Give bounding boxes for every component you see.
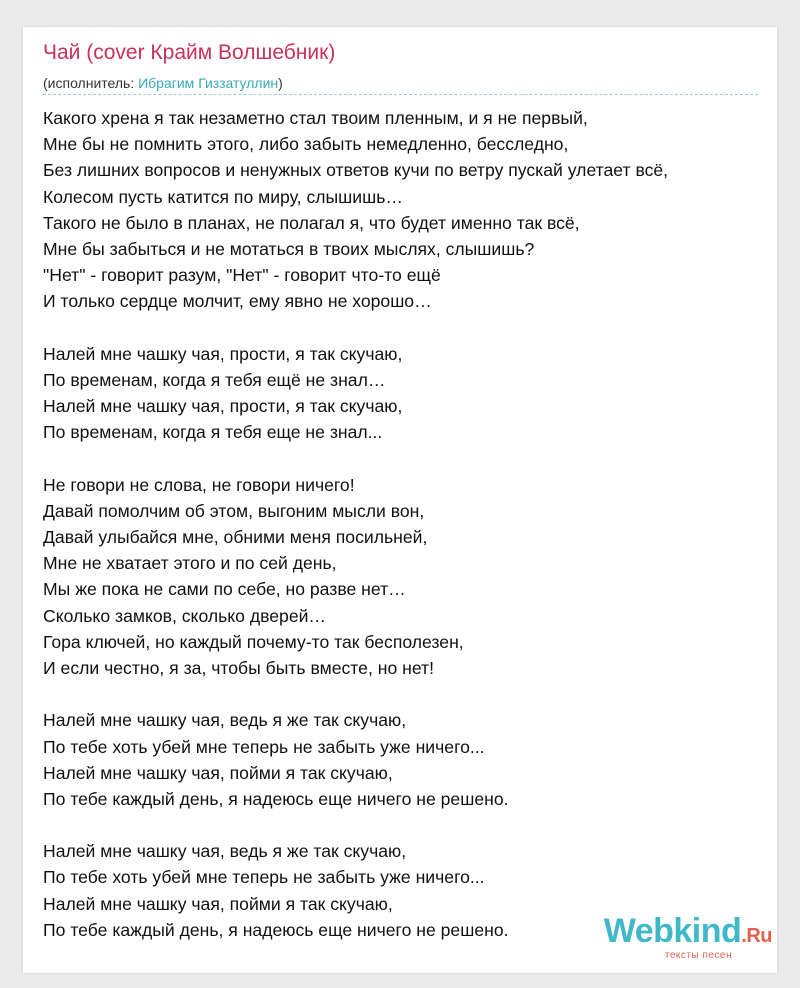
lyrics-stanza <box>43 707 773 812</box>
logo-wordmark <box>604 914 772 953</box>
lyrics-body <box>43 105 773 969</box>
lyric-line: По временам, когда я тебя еще не знал... <box>43 422 383 443</box>
lyric-line: Давай помолчим об этом, выгоним мысли вон, <box>43 500 425 521</box>
lyric-line: "Нет" - говорит разум, "Нет" - говорит что-то ещё <box>43 265 441 286</box>
logo-tagline: тексты песен <box>664 950 732 961</box>
lyric-line: Мы же пока не сами по себе, но разве нет… <box>43 579 406 600</box>
logo-tld: .Ru <box>741 925 772 947</box>
lyric-line: Налей мне чашку чая, прости, я так скучаю, <box>43 396 403 417</box>
logo-name: Webkind <box>603 912 742 950</box>
lyric-line: По тебе хоть убей мне теперь не забыть уже ничего... <box>43 867 485 888</box>
header-divider <box>43 94 758 95</box>
lyric-line: Мне бы забыться и не мотаться в твоих мыслях, слышишь? <box>43 238 535 259</box>
lyric-line: Колесом пусть катится по миру, слышишь… <box>43 186 403 207</box>
lyric-line: Налей мне чашку чая, ведь я же так скучаю, <box>43 841 407 862</box>
artist-suffix: ) <box>278 75 283 91</box>
artist-prefix: (исполнитель: <box>43 75 139 91</box>
lyric-line: Налей мне чашку чая, прости, я так скучаю, <box>43 343 403 364</box>
lyric-line: Не говори не слова, не говори ничего! <box>43 474 355 495</box>
lyric-line: Какого хрена я так незаметно стал твоим пленным, и я не первый, <box>43 108 588 128</box>
lyric-line: Давай улыбайся мне, обними меня посильней, <box>43 527 428 547</box>
lyric-line: И если честно, я за, чтобы быть вместе, но нет! <box>43 657 434 678</box>
artist-link[interactable]: Ибрагим Гиззатуллин <box>138 75 279 91</box>
lyrics-stanza <box>43 472 773 682</box>
site-logo[interactable] <box>604 914 772 961</box>
lyric-line: Налей мне чашку чая, ведь я же так скучаю, <box>43 710 407 731</box>
song-title: Чай (cover Крайм Волшебник) <box>43 41 336 64</box>
lyric-line: По временам, когда я тебя ещё не знал… <box>43 369 386 390</box>
lyric-line: По тебе каждый день, я надеюсь еще ничего не решено. <box>43 788 509 809</box>
lyric-line: Сколько замков, сколько дверей… <box>43 605 327 626</box>
lyrics-stanza <box>43 341 773 446</box>
lyric-line: По тебе хоть убей мне теперь не забыть уже ничего... <box>43 736 485 757</box>
lyric-line: По тебе каждый день, я надеюсь еще ничего не решено. <box>43 919 509 940</box>
lyric-line: Мне бы не помнить этого, либо забыть немедленно, бесследно, <box>43 134 569 155</box>
lyric-line: Гора ключей, но каждый почему-то так бесполезен, <box>43 631 464 652</box>
lyrics-card <box>23 27 777 973</box>
lyric-line: Без лишних вопросов и ненужных ответов кучи по ветру пускай улетает всё, <box>43 160 669 181</box>
lyric-line: Налей мне чашку чая, пойми я так скучаю, <box>43 762 393 783</box>
lyrics-stanza <box>43 105 773 315</box>
lyric-line: Мне не хватает этого и по сей день, <box>43 553 337 574</box>
song-subtitle <box>43 75 283 91</box>
lyric-line: И только сердце молчит, ему явно не хорошо… <box>43 291 432 312</box>
lyric-line: Налей мне чашку чая, пойми я так скучаю, <box>43 893 393 914</box>
lyric-line: Такого не было в планах, не полагал я, что будет именно так всё, <box>43 212 580 233</box>
